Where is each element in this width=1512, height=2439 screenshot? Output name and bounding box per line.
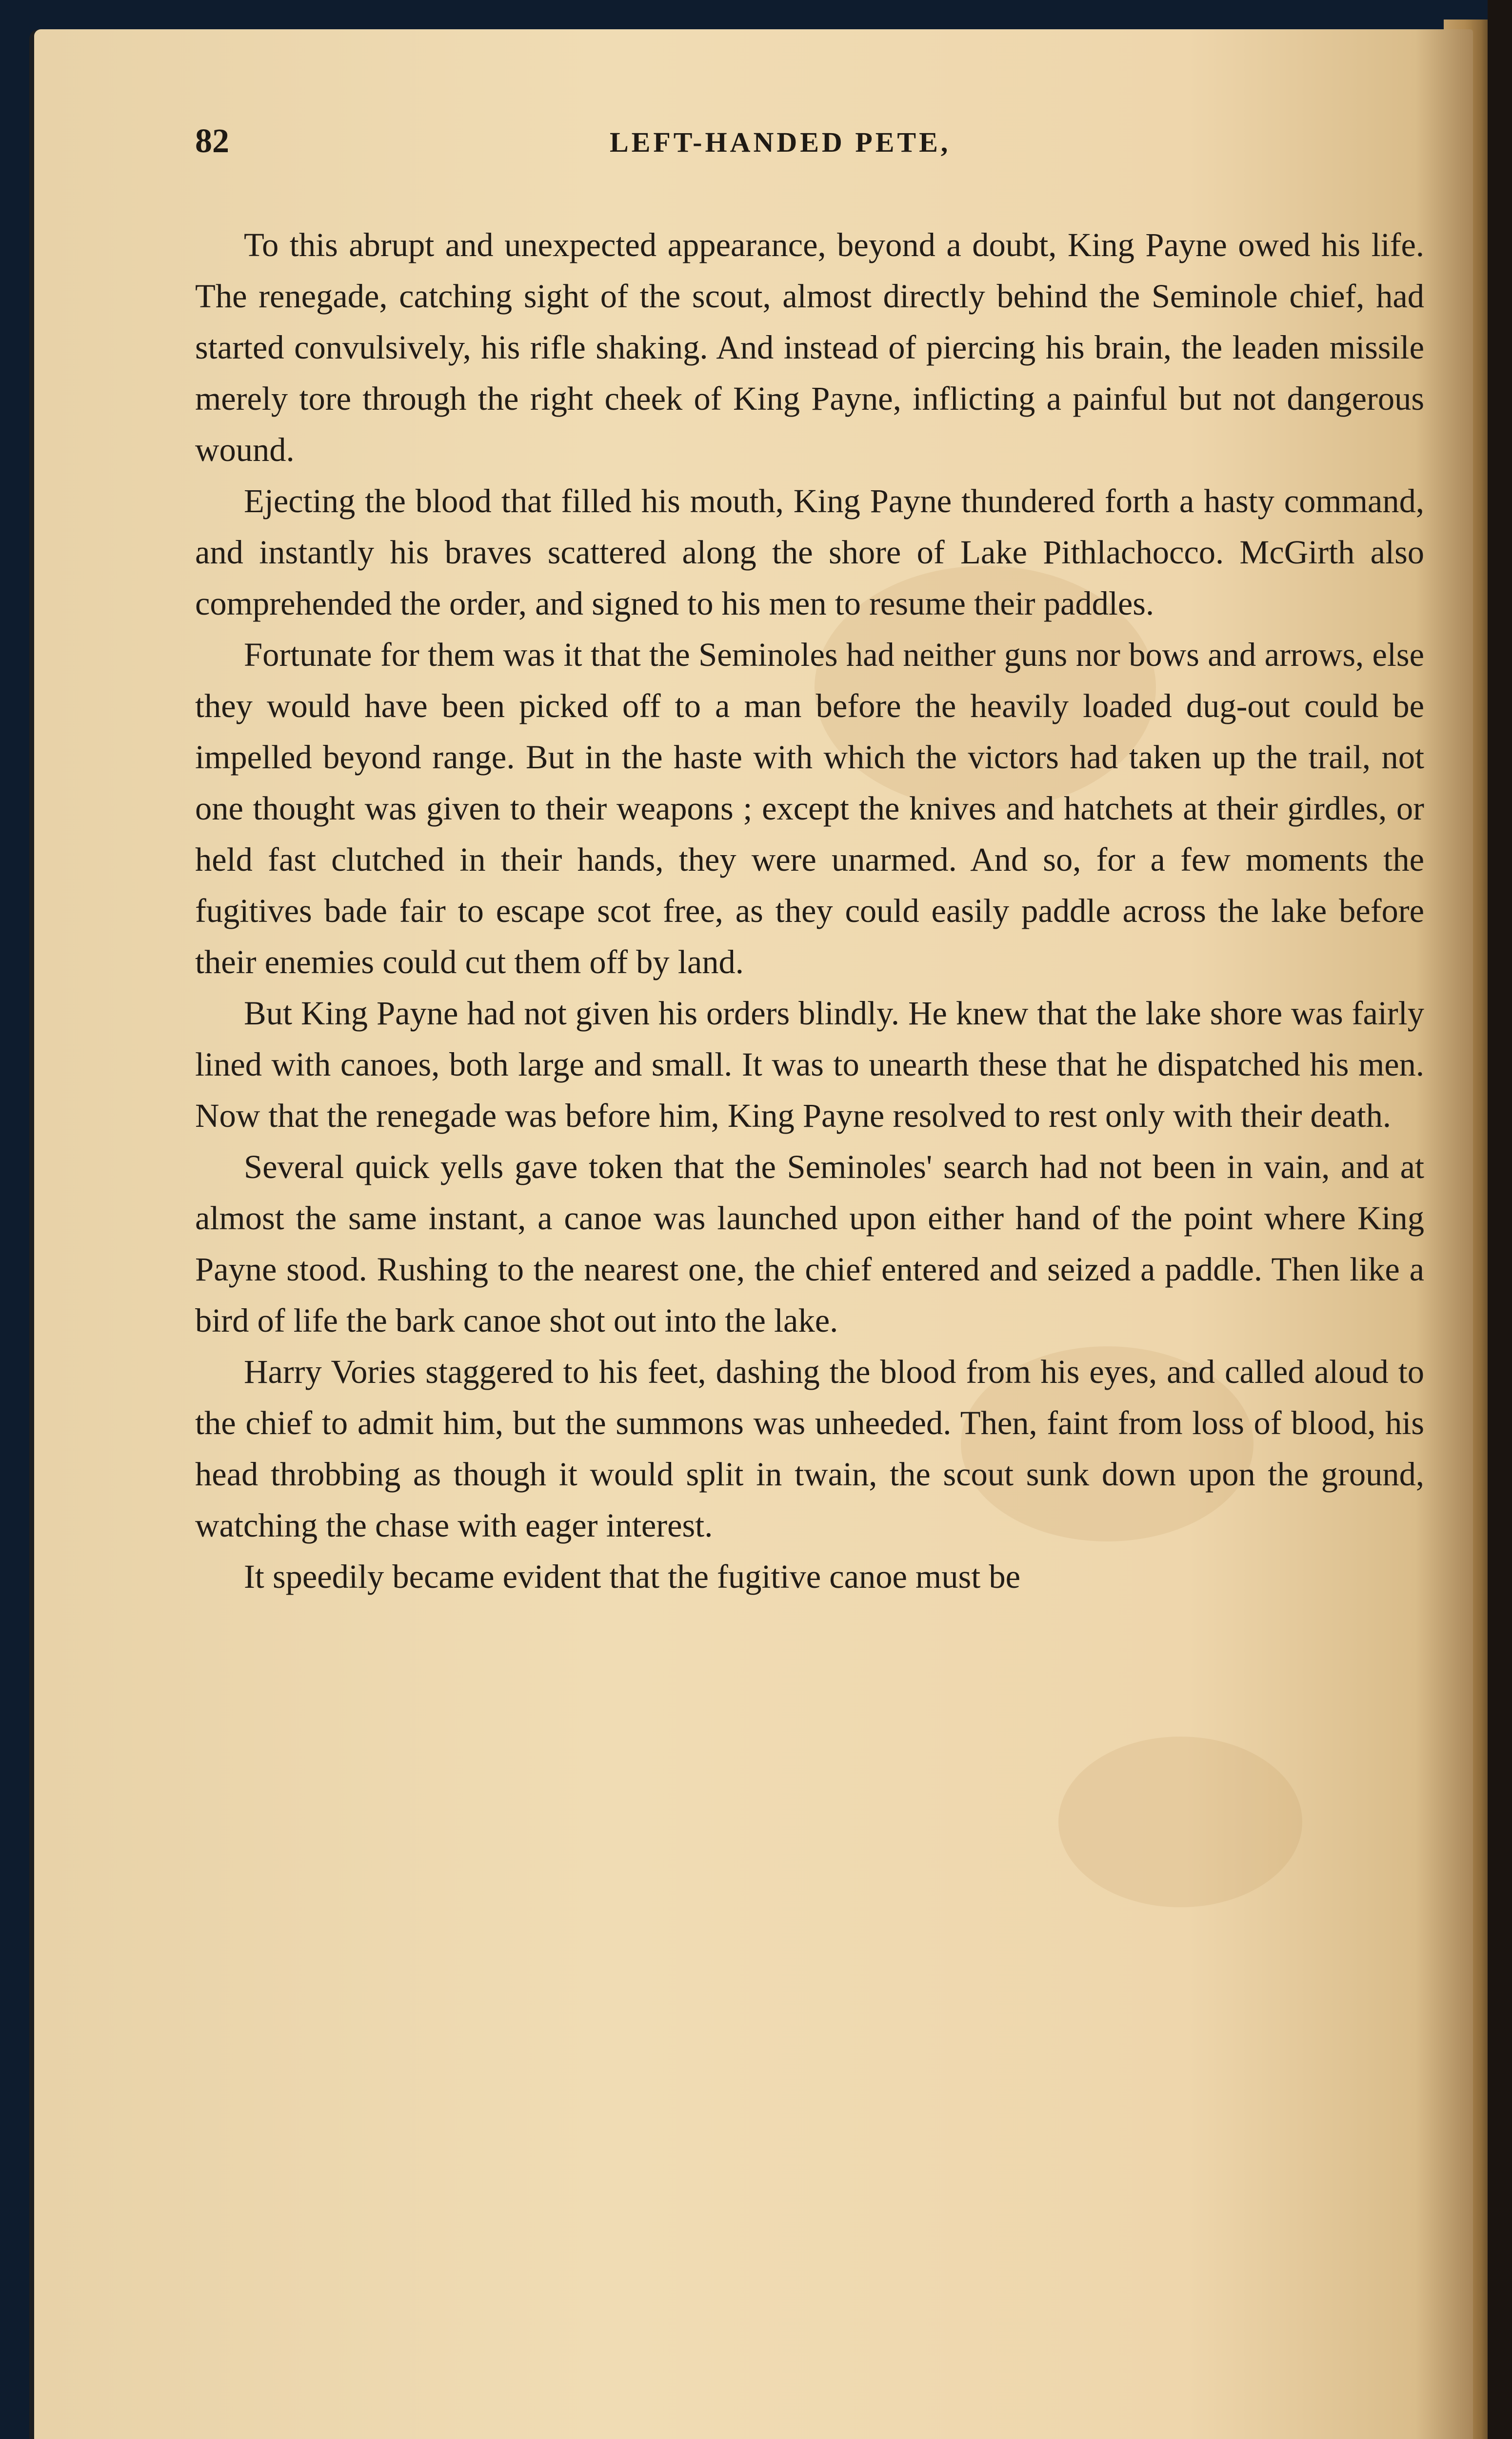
page-header (195, 122, 1414, 171)
foxing-stain (1058, 1737, 1302, 1907)
body-text (195, 220, 1424, 1602)
paragraph: Harry Vories staggered to his feet, dashing the blood from his eyes, and called aloud to the chief to admit him, but the summons was unheeded. Then, faint from loss of blood, his head throbbing as though it would split in twain, the scout sunk down upon the ground, watching the chase with eager interest. (195, 1353, 1424, 1544)
spine-binding (1488, 0, 1512, 2439)
paragraph: Several quick yells gave token that the Seminoles' search had not been in vain, and at almost the same instant, a canoe was launched upon either hand of the point where King Payne stood. Rushing to the nearest one, the chief entered and seized a paddle. Then like a bird of life the bark canoe shot out into the lake. (195, 1148, 1424, 1339)
paragraph: Fortunate for them was it that the Seminoles had neither guns nor bows and arrows, else they would have been picked off to a man before the heavily loaded dug-out could be impelled beyond range. But in the haste with which the victors had taken up the trail, not one thought was given to their weapons ; except the knives and hatchets at their girdles, or held fast clutched in their hands, they were unarmed. And so, for a few moments the fugitives bade fair to escape scot free, as they could easily paddle across the lake before their enemies could cut them off by land. (195, 636, 1424, 980)
paragraph: To this abrupt and unexpected appearance, beyond a doubt, King Payne owed his life. The renegade, catching sight of the scout, almost directly behind the Seminole chief, had started convulsively, his rifle shaking. And instead of piercing his brain, the leaden missile merely tore through the right cheek of King Payne, inflicting a painful but not dangerous wound. (195, 226, 1424, 468)
paragraph: But King Payne had not given his orders blindly. He knew that the lake shore was fairly lined with canoes, both large and small. It was to unearth these that he dispatched his men. Now that the renegade was before him, King Payne resolved to rest only with their death. (195, 995, 1424, 1134)
page-number: 82 (195, 122, 229, 160)
paragraph: Ejecting the blood that filled his mouth, King Payne thundered forth a hasty command, and instantly his braves scattered along the shore of Lake Pithlachocco. McGirth also comprehended the order, and signed to his men to resume their paddles. (195, 482, 1424, 622)
running-title: LEFT-HANDED PETE, (610, 126, 951, 158)
paragraph: It speedily became evident that the fugitive canoe must be (244, 1558, 1021, 1595)
